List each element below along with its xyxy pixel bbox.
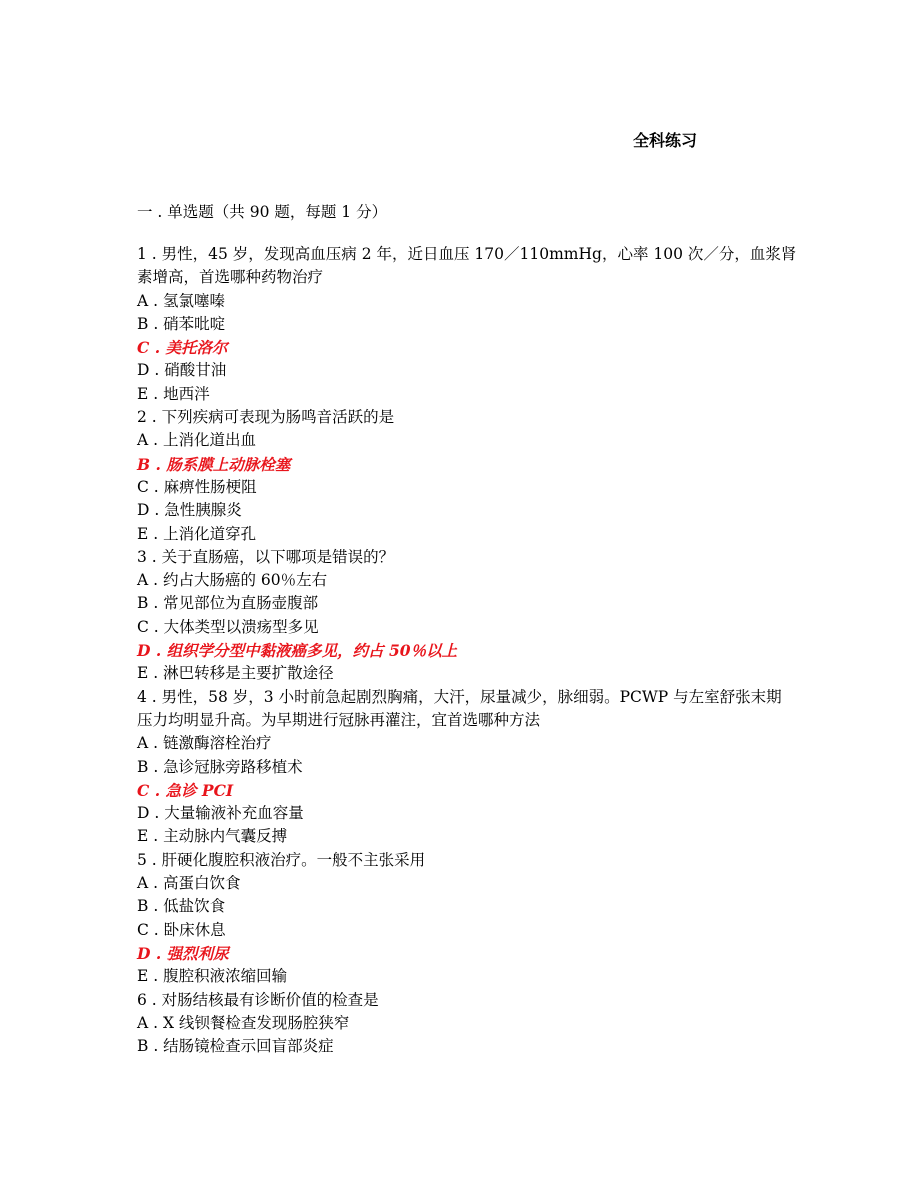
question-block (137, 406, 797, 546)
correct-answer-option: D . 组织学分型中黏液癌多见，约占 50％以上 (137, 641, 458, 661)
question-stem: 6 . 对肠结核最有诊断价值的检查是 (137, 990, 379, 1009)
answer-option: B . 结肠镜检查示回盲部炎症 (137, 1037, 334, 1056)
question-stem: 5 . 肝硬化腹腔积液治疗。一般不主张采用 (137, 850, 426, 869)
answer-option: B . 低盐饮食 (137, 897, 226, 916)
answer-option: A . 链激酶溶栓治疗 (137, 734, 272, 753)
correct-answer-option: D . 强烈利尿 (137, 943, 229, 963)
question-block (137, 849, 797, 989)
question-stem: 2 . 下列疾病可表现为肠鸣音活跃的是 (137, 408, 395, 427)
answer-option: B . 常见部位为直肠壶腹部 (137, 594, 319, 613)
question-stem: 1 . 男性，45 岁，发现高血压病 2 年，近日血压 170／110mmHg，心率 100 次／分，血浆肾素增高，首选哪种药物治疗 (137, 245, 797, 287)
answer-option: E . 地西泮 (137, 384, 210, 403)
answer-option: C . 卧床休息 (137, 920, 226, 939)
answer-option: D . 硝酸甘油 (137, 361, 227, 380)
answer-option: E . 上消化道穿孔 (137, 524, 257, 543)
answer-option: C . 大体类型以溃疡型多见 (137, 617, 319, 636)
answer-option: A . 氢氯噻嗪 (137, 291, 225, 310)
answer-option: E . 腹腔积液浓缩回输 (137, 967, 288, 986)
section-heading: 一 . 单选题（共 90 题，每题 1 分） (137, 203, 388, 221)
answer-option: A . X 线钡餐检查发现肠腔狭窄 (137, 1013, 350, 1032)
correct-answer-option: C . 美托洛尔 (137, 338, 228, 358)
question-stem: 3 . 关于直肠癌，以下哪项是错误的？ (137, 547, 395, 566)
answer-option: B . 硝苯吡啶 (137, 314, 226, 333)
answer-option: C . 麻痹性肠梗阻 (137, 477, 257, 496)
answer-option: A . 上消化道出血 (137, 431, 256, 450)
answer-option: D . 急性胰腺炎 (137, 501, 242, 520)
correct-answer-option: C . 急诊 PCI (137, 780, 234, 800)
question-block (137, 686, 797, 849)
page-title: 全科练习 (633, 131, 698, 150)
question-stem: 4 . 男性，58 岁，3 小时前急起剧烈胸痛，大汗，尿量减少，脉细弱。PCWP 与左室舒张末期压力均明显升高。为早期进行冠脉再灌注，宜首选哪种方法 (137, 687, 782, 729)
answer-option: B . 急诊冠脉旁路移植术 (137, 757, 303, 776)
correct-answer-option: B . 肠系膜上动脉栓塞 (137, 454, 291, 474)
answer-option: A . 高蛋白饮食 (137, 874, 241, 893)
answer-option: D . 大量输液补充血容量 (137, 804, 304, 823)
answer-option: E . 主动脉内气囊反搏 (137, 827, 288, 846)
question-block (137, 243, 797, 406)
answer-option: A . 约占大肠癌的 60％左右 (137, 571, 328, 590)
question-list (137, 243, 797, 1058)
question-block (137, 989, 797, 1059)
question-block (137, 546, 797, 686)
answer-option: E . 淋巴转移是主要扩散途径 (137, 664, 334, 683)
